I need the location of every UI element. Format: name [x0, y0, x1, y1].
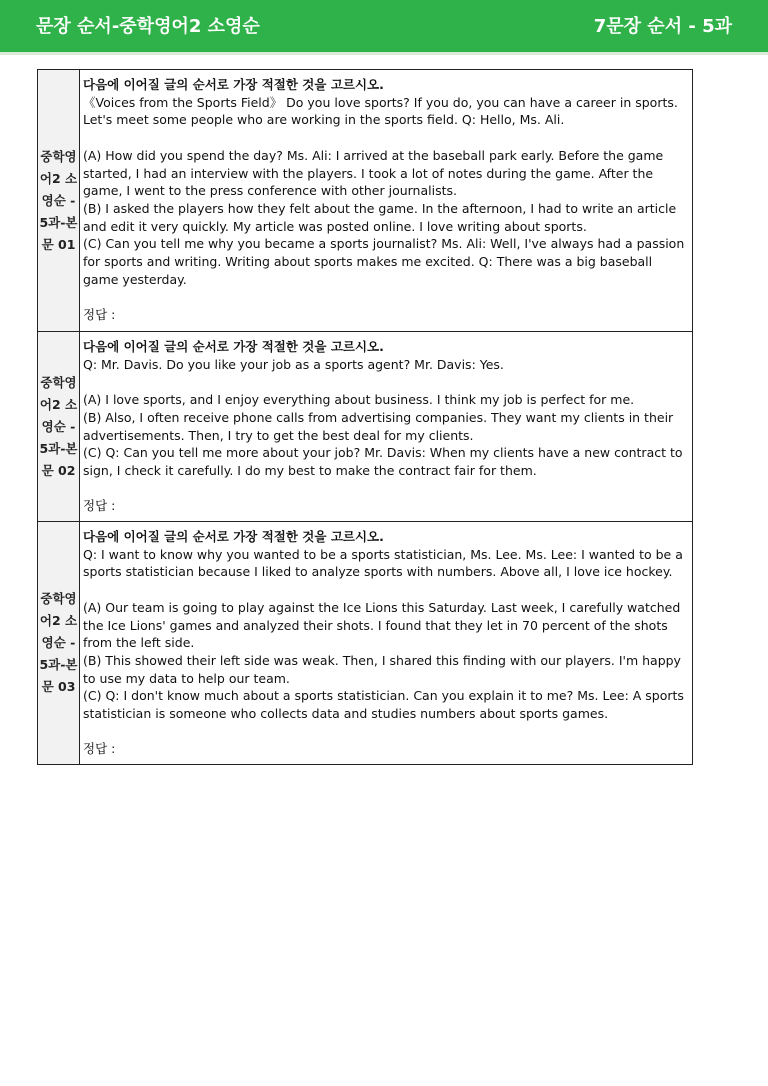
- question-label: 중학영어2 소영순 - 5과-본문 02: [39, 374, 78, 478]
- answer-label: 정답 :: [83, 307, 116, 323]
- question-row: [38, 522, 693, 765]
- header-title: 문장 순서-중학영어2 소영순: [36, 16, 260, 37]
- answer-label: 정답 :: [83, 498, 116, 514]
- option-b: (B) I asked the players how they felt about the game. In the afternoon, I had to write an article and edit it very quickly. My article was posted online. I love writing about sports.: [83, 200, 677, 234]
- question-content-cell: [80, 332, 693, 522]
- question-label-cell: [38, 522, 80, 765]
- question-row: [38, 70, 693, 332]
- question-instruction: 다음에 이어질 글의 순서로 가장 적절한 것을 고르시오.: [83, 529, 384, 544]
- header-section-title: 7문장 순서 - 5과: [593, 16, 732, 37]
- option-b: (B) This showed their left side was weak. Then, I shared this finding with our players. I'm happy to use my data to help our team.: [83, 652, 681, 686]
- question-label: 중학영어2 소영순 - 5과-본문 01: [39, 148, 78, 252]
- question-content-cell: [80, 70, 693, 332]
- page-header: [0, 0, 768, 55]
- question-instruction: 다음에 이어질 글의 순서로 가장 적절한 것을 고르시오.: [83, 77, 384, 92]
- option-a: (A) Our team is going to play against the Ice Lions this Saturday. Last week, I carefully watched the Ice Lions' games and analyzed their shots. I found that they let in 70 percent of the shots from the left side.: [83, 599, 681, 651]
- question-label-cell: [38, 70, 80, 332]
- option-a: (A) I love sports, and I enjoy everything about business. I think my job is perfect for me.: [83, 392, 635, 408]
- question-table: [37, 69, 693, 765]
- option-a: (A) How did you spend the day? Ms. Ali: I arrived at the baseball park early. Before the game started, I had an interview with the players. I took a lot of notes during the game. After the game, I went to the press conference with other journalists.: [83, 147, 664, 199]
- option-c: (C) Q: Can you tell me more about your job? Mr. Davis: When my clients have a new contract to sign, I check it carefully. I do my best to make the contract fair for them.: [83, 445, 683, 478]
- question-instruction: 다음에 이어질 글의 순서로 가장 적절한 것을 고르시오.: [83, 339, 384, 354]
- question-intro: Q: I want to know why you wanted to be a sports statistician, Ms. Lee. Ms. Lee: I wanted to be a sports statistician because I liked to analyze sports with numbers. Above all, I love ice hockey.: [83, 546, 683, 580]
- question-content-cell: [80, 522, 693, 765]
- question-intro: Q: Mr. Davis. Do you like your job as a sports agent? Mr. Davis: Yes.: [83, 356, 504, 372]
- question-label: 중학영어2 소영순 - 5과-본문 03: [39, 591, 78, 695]
- option-c: (C) Can you tell me why you became a sports journalist? Ms. Ali: Well, I've always had a passion for sports and writing. Writing about sports makes me excited. Q: There was a big baseball game yesterday.: [83, 236, 685, 287]
- option-c: (C) Q: I don't know much about a sports statistician. Can you explain it to me? Ms. Lee: A sports statistician is someone who collects data and studies numbers about sports games.: [83, 688, 684, 722]
- question-label-cell: [38, 332, 80, 522]
- question-row: [38, 332, 693, 522]
- option-b: (B) Also, I often receive phone calls from advertising companies. They want my clients in their advertisements. Then, I try to get the best deal for my clients.: [83, 409, 674, 443]
- question-intro: 《Voices from the Sports Field》 Do you love sports? If you do, you can have a career in sports. Let's meet some people who are working in the sports field. Q: Hello, Ms. Ali.: [83, 94, 678, 128]
- answer-label: 정답 :: [83, 741, 116, 757]
